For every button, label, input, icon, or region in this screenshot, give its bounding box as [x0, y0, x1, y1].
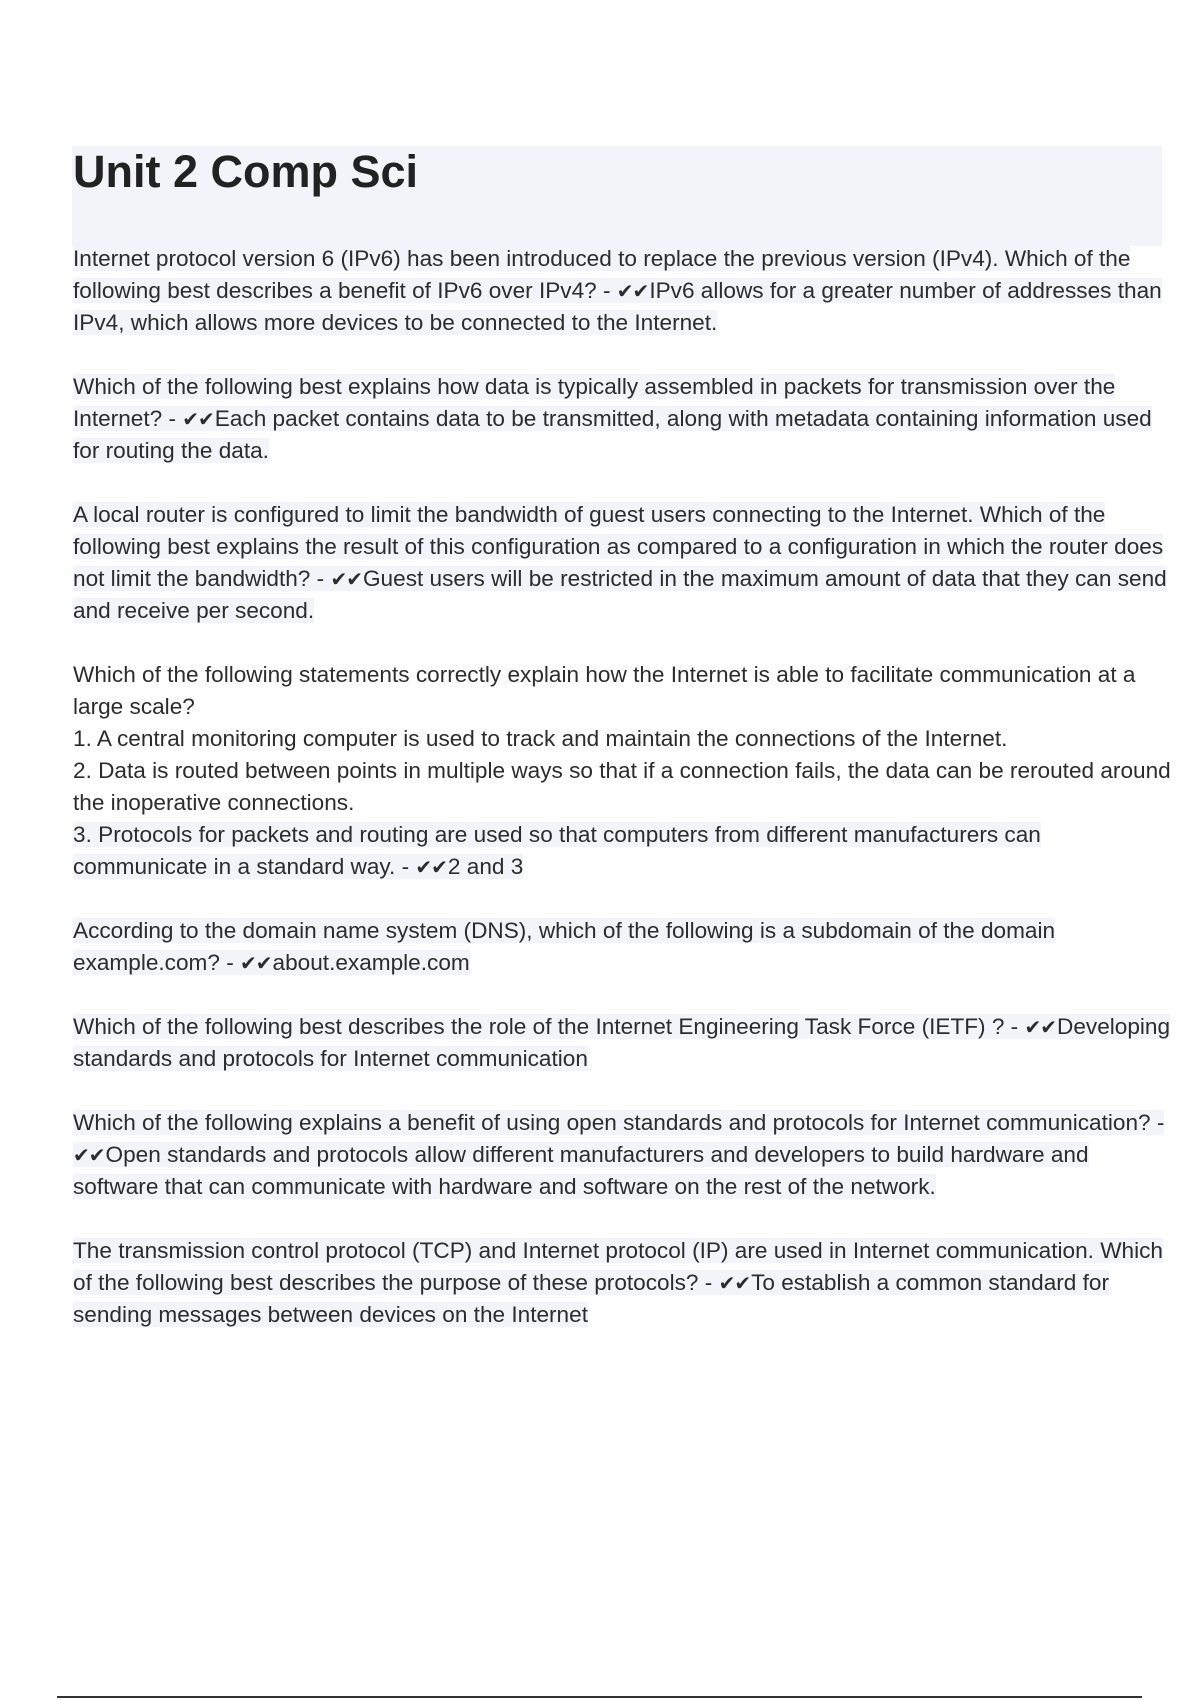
- question-text: A local router is configured to limit the bandwidth of guest users connecting to the Internet. Which of the following best explains the result of this configuration as compared to a configuration in which the router does not limit the bandwidth? -: [73, 502, 1164, 591]
- qa-item-2: [73, 371, 1173, 467]
- qa-item-1: [73, 243, 1173, 339]
- check-mark-icon: ✔✔: [330, 567, 362, 591]
- answer-text: To establish a common standard for sending messages between devices on the Internet: [73, 1270, 1109, 1327]
- qa-item-6: [73, 1011, 1173, 1075]
- question-option-3: 3. Protocols for packets and routing are used so that computers from different manufacturers can communicate in a standard way. -: [73, 822, 1041, 879]
- question-text: Which of the following best describes the role of the Internet Engineering Task Force (IETF) ? -: [73, 1014, 1025, 1039]
- check-mark-icon: ✔✔: [616, 279, 649, 303]
- qa-item-5: [73, 915, 1173, 979]
- answer-text: Open standards and protocols allow different manufacturers and developers to build hardware and software that can communicate with hardware and software on the rest of the network.: [73, 1142, 1089, 1199]
- footer-divider: [57, 1696, 1142, 1698]
- qa-item-8: [73, 1235, 1173, 1331]
- question-text: According to the domain name system (DNS), which of the following is a subdomain of the domain example.com? -: [73, 918, 1056, 975]
- check-mark-icon: ✔✔: [1024, 1015, 1057, 1039]
- qa-item-4: [73, 659, 1173, 883]
- question-text: Which of the following explains a benefit of using open standards and protocols for Internet communication? -: [73, 1110, 1165, 1135]
- check-mark-icon: ✔✔: [415, 855, 447, 879]
- question-line: Which of the following statements correctly explain how the Internet is able to facilitate communication at a large scale?: [73, 662, 1136, 719]
- question-text: The transmission control protocol (TCP) and Internet protocol (IP) are used in Internet communication. Which of the following best describes the purpose of these protocols? -: [73, 1238, 1163, 1295]
- question-option-2: 2. Data is routed between points in multiple ways so that if a connection fails, the data can be rerouted around the inoperative connections.: [73, 758, 1171, 815]
- answer-text: Guest users will be restricted in the maximum amount of data that they can send and receive per second.: [73, 566, 1167, 623]
- question-text: Internet protocol version 6 (IPv6) has been introduced to replace the previous version (IPv4). Which of the following best describes a benefit of IPv6 over IPv4? -: [73, 246, 1131, 303]
- answer-text: about.example.com: [272, 950, 470, 975]
- answer-text: 2 and 3: [447, 854, 524, 879]
- qa-item-3: [73, 499, 1173, 627]
- check-mark-icon: ✔✔: [240, 951, 272, 975]
- answer-text: IPv6 allows for a greater number of addresses than IPv4, which allows more devices to be connected to the Internet.: [73, 278, 1162, 335]
- answer-text: Developing standards and protocols for Internet communication: [73, 1014, 1171, 1071]
- check-mark-icon: ✔✔: [73, 1143, 105, 1167]
- page-title: Unit 2 Comp Sci: [73, 146, 419, 197]
- flashcard-list: [73, 243, 1173, 1363]
- check-mark-icon: ✔✔: [718, 1271, 751, 1295]
- qa-item-7: [73, 1107, 1173, 1203]
- question-option-1: 1. A central monitoring computer is used to track and maintain the connections of the Internet.: [73, 726, 1008, 751]
- question-text: Which of the following best explains how data is typically assembled in packets for transmission over the Internet? -: [73, 374, 1116, 431]
- check-mark-icon: ✔✔: [182, 407, 214, 431]
- answer-text: Each packet contains data to be transmitted, along with metadata containing information used for routing the data.: [73, 406, 1152, 463]
